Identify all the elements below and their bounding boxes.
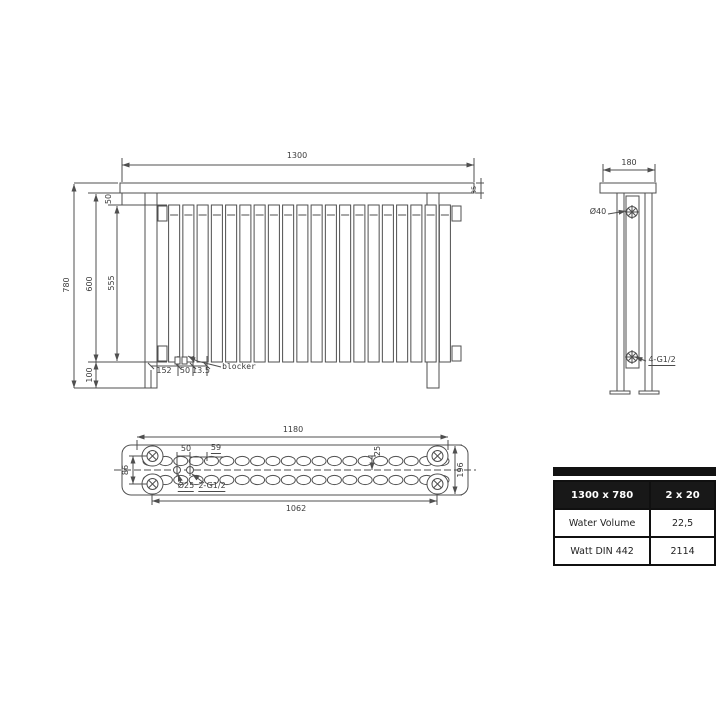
dim-label-196: 196 bbox=[456, 462, 465, 478]
dim-label-bottom-gap-100: 100 bbox=[85, 367, 94, 383]
dim-label-shelf-thickness: 35 bbox=[469, 185, 478, 195]
radiator-slat bbox=[283, 205, 294, 362]
front-left-leg bbox=[145, 193, 157, 388]
tube-oval bbox=[374, 456, 388, 465]
radiator-slat bbox=[268, 205, 279, 362]
tube-oval bbox=[235, 456, 249, 465]
dim-label-depth-180: 180 bbox=[621, 158, 637, 167]
spec-table-header-row bbox=[554, 481, 715, 509]
dim-label-1062: 1062 bbox=[285, 504, 307, 513]
spec-row-value: 2114 bbox=[650, 537, 715, 565]
tube-oval bbox=[297, 456, 311, 465]
tube-oval bbox=[189, 456, 203, 465]
spec-config-header: 2 x 20 bbox=[650, 481, 715, 509]
radiator-slat bbox=[439, 205, 450, 362]
dim-label-600: 600 bbox=[85, 276, 94, 292]
front-radiator-slats bbox=[169, 205, 451, 362]
spec-row-value: 22,5 bbox=[650, 509, 715, 537]
radiator-slat bbox=[197, 205, 208, 362]
tube-oval bbox=[266, 475, 280, 484]
tube-oval bbox=[312, 456, 326, 465]
tube-oval bbox=[404, 456, 418, 465]
spec-size-header: 1300 x 780 bbox=[554, 481, 650, 509]
dim-label-25: 25 bbox=[373, 445, 382, 457]
dim-label-top-fitting-d40: Ø40 bbox=[589, 207, 607, 216]
dim-label-top-gap-50: 50 bbox=[104, 193, 113, 205]
spec-row-label: Water Volume bbox=[554, 509, 650, 537]
dim-label-50: 50 bbox=[179, 366, 191, 375]
tube-oval bbox=[327, 475, 341, 484]
dim-label-width-1300: 1300 bbox=[286, 151, 308, 160]
front-top-shelf bbox=[120, 183, 474, 193]
tube-oval bbox=[312, 475, 326, 484]
radiator-slat bbox=[397, 205, 408, 362]
tube-oval bbox=[251, 456, 265, 465]
dim-label-height-780: 780 bbox=[62, 277, 71, 293]
tube-oval bbox=[374, 475, 388, 484]
radiator-slat bbox=[169, 205, 180, 362]
dim-label-valve-spacing-50: 50 bbox=[180, 444, 192, 453]
radiator-slat bbox=[340, 205, 351, 362]
radiator-slat bbox=[226, 205, 237, 362]
radiator-slat bbox=[411, 205, 422, 362]
dim-label-86: 86 bbox=[121, 464, 130, 476]
tube-oval bbox=[327, 456, 341, 465]
spec-table-top-bar bbox=[553, 467, 716, 476]
blocker-label: blocker bbox=[222, 362, 256, 371]
dim-label-valve-diameter-d25: Ø25 bbox=[177, 481, 195, 490]
tube-oval bbox=[266, 456, 280, 465]
radiator-slat bbox=[325, 205, 336, 362]
radiator-slat bbox=[368, 205, 379, 362]
tube-oval bbox=[389, 456, 403, 465]
tube-oval bbox=[281, 456, 295, 465]
radiator-slat bbox=[311, 205, 322, 362]
tube-oval bbox=[343, 475, 357, 484]
dim-label-59: 59 bbox=[210, 443, 222, 452]
dim-label-13-5: 13.5 bbox=[192, 366, 210, 375]
dim-label-connection-2-g12: 2-G1/2 bbox=[198, 481, 226, 490]
tube-oval bbox=[404, 475, 418, 484]
bottom-view bbox=[114, 437, 476, 505]
dim-label-152: 152 bbox=[156, 366, 172, 375]
tube-oval bbox=[174, 456, 188, 465]
front-view bbox=[74, 158, 484, 388]
spec-row-label: Watt DIN 442 bbox=[554, 537, 650, 565]
tube-oval bbox=[343, 456, 357, 465]
tube-oval bbox=[251, 475, 265, 484]
radiator-slat bbox=[425, 205, 436, 362]
spec-table-row-water-volume bbox=[554, 509, 715, 537]
radiator-slat bbox=[354, 205, 365, 362]
radiator-slat bbox=[382, 205, 393, 362]
spec-table-row-watt bbox=[554, 537, 715, 565]
tube-oval bbox=[220, 456, 234, 465]
radiator-slat bbox=[297, 205, 308, 362]
tube-oval bbox=[281, 475, 295, 484]
tube-oval bbox=[389, 475, 403, 484]
dim-label-555: 555 bbox=[107, 275, 116, 291]
spec-table bbox=[553, 467, 716, 566]
radiator-slat bbox=[183, 205, 194, 362]
dim-label-1180: 1180 bbox=[282, 425, 304, 434]
tube-oval bbox=[358, 456, 372, 465]
dim-label-bottom-fitting-4-g12: 4-G1/2 bbox=[648, 355, 676, 364]
tube-oval bbox=[297, 475, 311, 484]
tube-oval bbox=[358, 475, 372, 484]
radiator-slat bbox=[254, 205, 265, 362]
radiator-slat bbox=[240, 205, 251, 362]
tube-oval bbox=[235, 475, 249, 484]
radiator-slat bbox=[211, 205, 222, 362]
